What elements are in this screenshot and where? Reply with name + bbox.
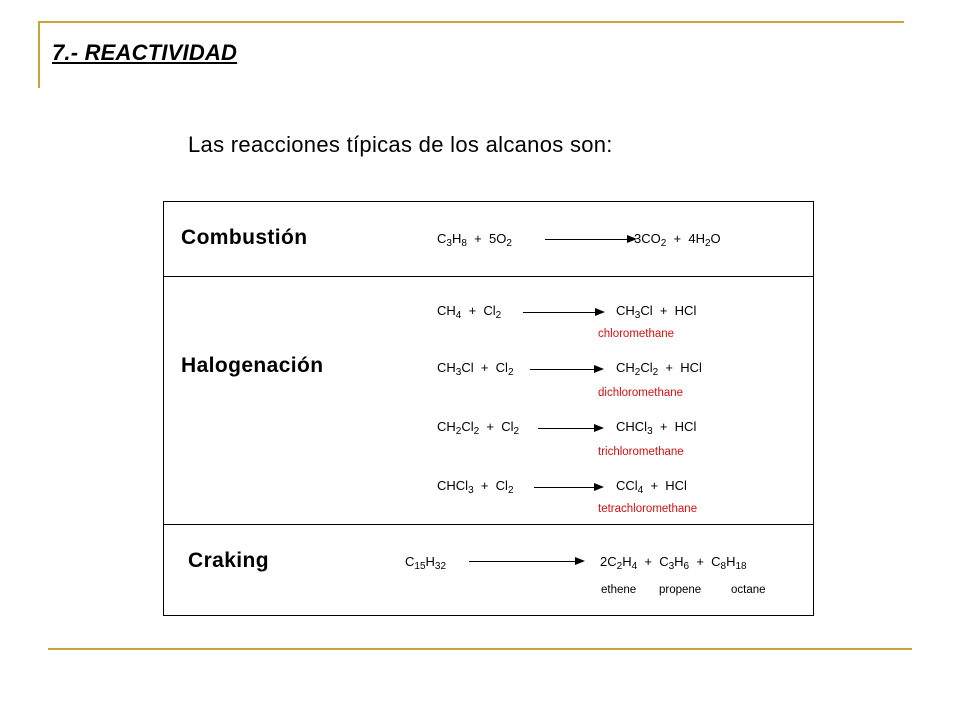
subscript: 2: [513, 426, 520, 437]
coefficient: 4: [688, 231, 696, 246]
chemical-species: [437, 419, 480, 437]
subscript: 3: [668, 561, 675, 572]
halogenation-label: Halogenación: [181, 354, 324, 377]
halogenation-2-arrow: [530, 369, 602, 370]
element-symbol: CCl: [616, 478, 638, 493]
subscript: 2: [507, 485, 514, 496]
subscript: 8: [461, 238, 467, 249]
chemical-species: [616, 303, 653, 321]
combustion-reactants: [437, 231, 512, 249]
plus-sign: +: [466, 231, 489, 246]
intro-text: Las reacciones típicas de los alcanos son:: [188, 132, 613, 157]
halogenation-2-reactants: [437, 360, 514, 378]
top-accent-rule: [40, 21, 904, 23]
chemical-species: [711, 554, 747, 572]
chemical-species: [616, 478, 644, 496]
element-symbol: C: [607, 554, 617, 569]
element-symbol: Cl: [640, 303, 653, 318]
subscript: 3: [647, 426, 653, 437]
element-symbol: HCl: [674, 303, 697, 318]
element-symbol: CH: [437, 360, 456, 375]
plus-sign: +: [643, 478, 666, 493]
halogenation-4-products: [616, 478, 687, 496]
halogenation-4-arrow: [534, 487, 602, 488]
chemical-species: [437, 303, 462, 321]
subscript: 2: [473, 426, 480, 437]
cracking-label: Craking: [188, 549, 269, 572]
subscript: 15: [414, 561, 426, 572]
element-symbol: Cl: [495, 360, 508, 375]
chemical-species: [665, 478, 687, 493]
chemical-species: [616, 419, 653, 437]
subscript: 2: [506, 238, 512, 249]
element-symbol: CH: [437, 419, 456, 434]
plus-sign: +: [473, 478, 496, 493]
element-symbol: CHCl: [616, 419, 648, 434]
halogenation-3-products: [616, 419, 697, 437]
cracking-arrow: [469, 561, 583, 562]
subscript: 4: [631, 561, 638, 572]
subscript: 2: [660, 238, 667, 249]
element-symbol: HCl: [680, 360, 702, 375]
element-symbol: HCl: [665, 478, 687, 493]
chemical-species: [495, 360, 514, 378]
subscript: 18: [735, 561, 747, 572]
cracking-product-name-2: propene: [659, 584, 702, 596]
subscript: 3: [634, 310, 641, 321]
subscript: 3: [468, 485, 474, 496]
chemical-species: [488, 231, 512, 249]
cracking-product-name-3: octane: [731, 584, 766, 596]
subscript: 3: [446, 238, 452, 249]
coefficient: 2: [600, 554, 608, 569]
chemical-species: [688, 231, 721, 249]
subscript: 8: [720, 561, 727, 572]
subscript: 2: [616, 561, 623, 572]
chemical-species: [437, 231, 467, 249]
subscript: 32: [434, 561, 447, 572]
chemical-species: [501, 419, 520, 437]
chemical-species: [659, 554, 690, 572]
element-symbol: C: [405, 554, 415, 569]
subscript: 3: [455, 367, 462, 378]
bottom-accent-rule: [48, 648, 912, 650]
slide-title: 7.- REACTIVIDAD: [52, 40, 238, 65]
subscript: 2: [507, 367, 514, 378]
element-symbol: C: [659, 554, 669, 569]
halogenation-4-reactants: [437, 478, 514, 496]
element-symbol: CO: [641, 231, 661, 246]
element-symbol: Cl: [640, 360, 653, 375]
chemical-species: [437, 478, 474, 496]
element-symbol: C: [711, 554, 721, 569]
chemical-species: [675, 303, 697, 318]
chemical-species: [634, 231, 667, 249]
combustion-label: Combustión: [181, 226, 308, 249]
chemical-species: [483, 303, 502, 321]
coefficient: 3: [634, 231, 642, 246]
element-symbol: Cl: [495, 478, 508, 493]
subscript: 2: [455, 426, 462, 437]
plus-sign: +: [652, 419, 675, 434]
coefficient: 5: [488, 231, 497, 246]
halogenation-3-product-name: trichloromethane: [598, 446, 684, 458]
halogenation-3-reactants: [437, 419, 520, 437]
element-symbol: H: [425, 554, 435, 569]
row-divider-2: [164, 524, 813, 525]
halogenation-1-product-name: chloromethane: [598, 328, 675, 340]
halogenation-2-product-name: dichloromethane: [598, 387, 684, 399]
plus-sign: +: [658, 360, 681, 375]
row-divider-1: [164, 276, 813, 277]
subscript: 2: [634, 367, 641, 378]
subscript: 2: [704, 238, 711, 249]
chemical-species: [680, 360, 702, 375]
element-symbol: CH: [437, 303, 456, 318]
subscript: 2: [495, 310, 502, 321]
halogenation-1-reactants: [437, 303, 502, 321]
halogenation-1-arrow: [523, 312, 603, 313]
combustion-products: [634, 231, 721, 249]
plus-sign: +: [461, 303, 484, 318]
halogenation-4-product-name: tetrachloromethane: [598, 503, 698, 515]
subscript: 2: [652, 367, 659, 378]
cracking-product-name-1: ethene: [601, 584, 637, 596]
element-symbol: CH: [616, 360, 635, 375]
plus-sign: +: [652, 303, 675, 318]
element-symbol: O: [710, 231, 721, 246]
cracking-reactants: [405, 554, 447, 572]
element-symbol: H: [451, 231, 462, 246]
plus-sign: +: [637, 554, 660, 569]
element-symbol: CH: [616, 303, 635, 318]
subscript: 6: [683, 561, 690, 572]
reactions-table: [163, 201, 814, 616]
element-symbol: CHCl: [437, 478, 469, 493]
element-symbol: H: [674, 554, 684, 569]
element-symbol: Cl: [461, 419, 474, 434]
left-accent-rule: [38, 21, 40, 88]
chemical-species: [616, 360, 659, 378]
element-symbol: C: [437, 231, 447, 246]
halogenation-3-arrow: [538, 428, 602, 429]
chemical-species: [437, 360, 474, 378]
chemical-species: [405, 554, 447, 572]
plus-sign: +: [473, 360, 496, 375]
element-symbol: H: [726, 554, 736, 569]
subscript: 4: [455, 310, 462, 321]
element-symbol: O: [496, 231, 507, 246]
combustion-arrow: [545, 239, 635, 240]
plus-sign: +: [479, 419, 502, 434]
halogenation-2-products: [616, 360, 702, 378]
halogenation-1-products: [616, 303, 697, 321]
element-symbol: H: [695, 231, 705, 246]
chemical-species: [495, 478, 514, 496]
element-symbol: Cl: [461, 360, 474, 375]
plus-sign: +: [689, 554, 712, 569]
element-symbol: H: [622, 554, 632, 569]
element-symbol: HCl: [674, 419, 697, 434]
chemical-species: [675, 419, 697, 434]
cracking-products: [600, 554, 747, 572]
subscript: 4: [637, 485, 644, 496]
element-symbol: Cl: [501, 419, 514, 434]
chemical-species: [600, 554, 638, 572]
plus-sign: +: [666, 231, 689, 246]
element-symbol: Cl: [483, 303, 496, 318]
